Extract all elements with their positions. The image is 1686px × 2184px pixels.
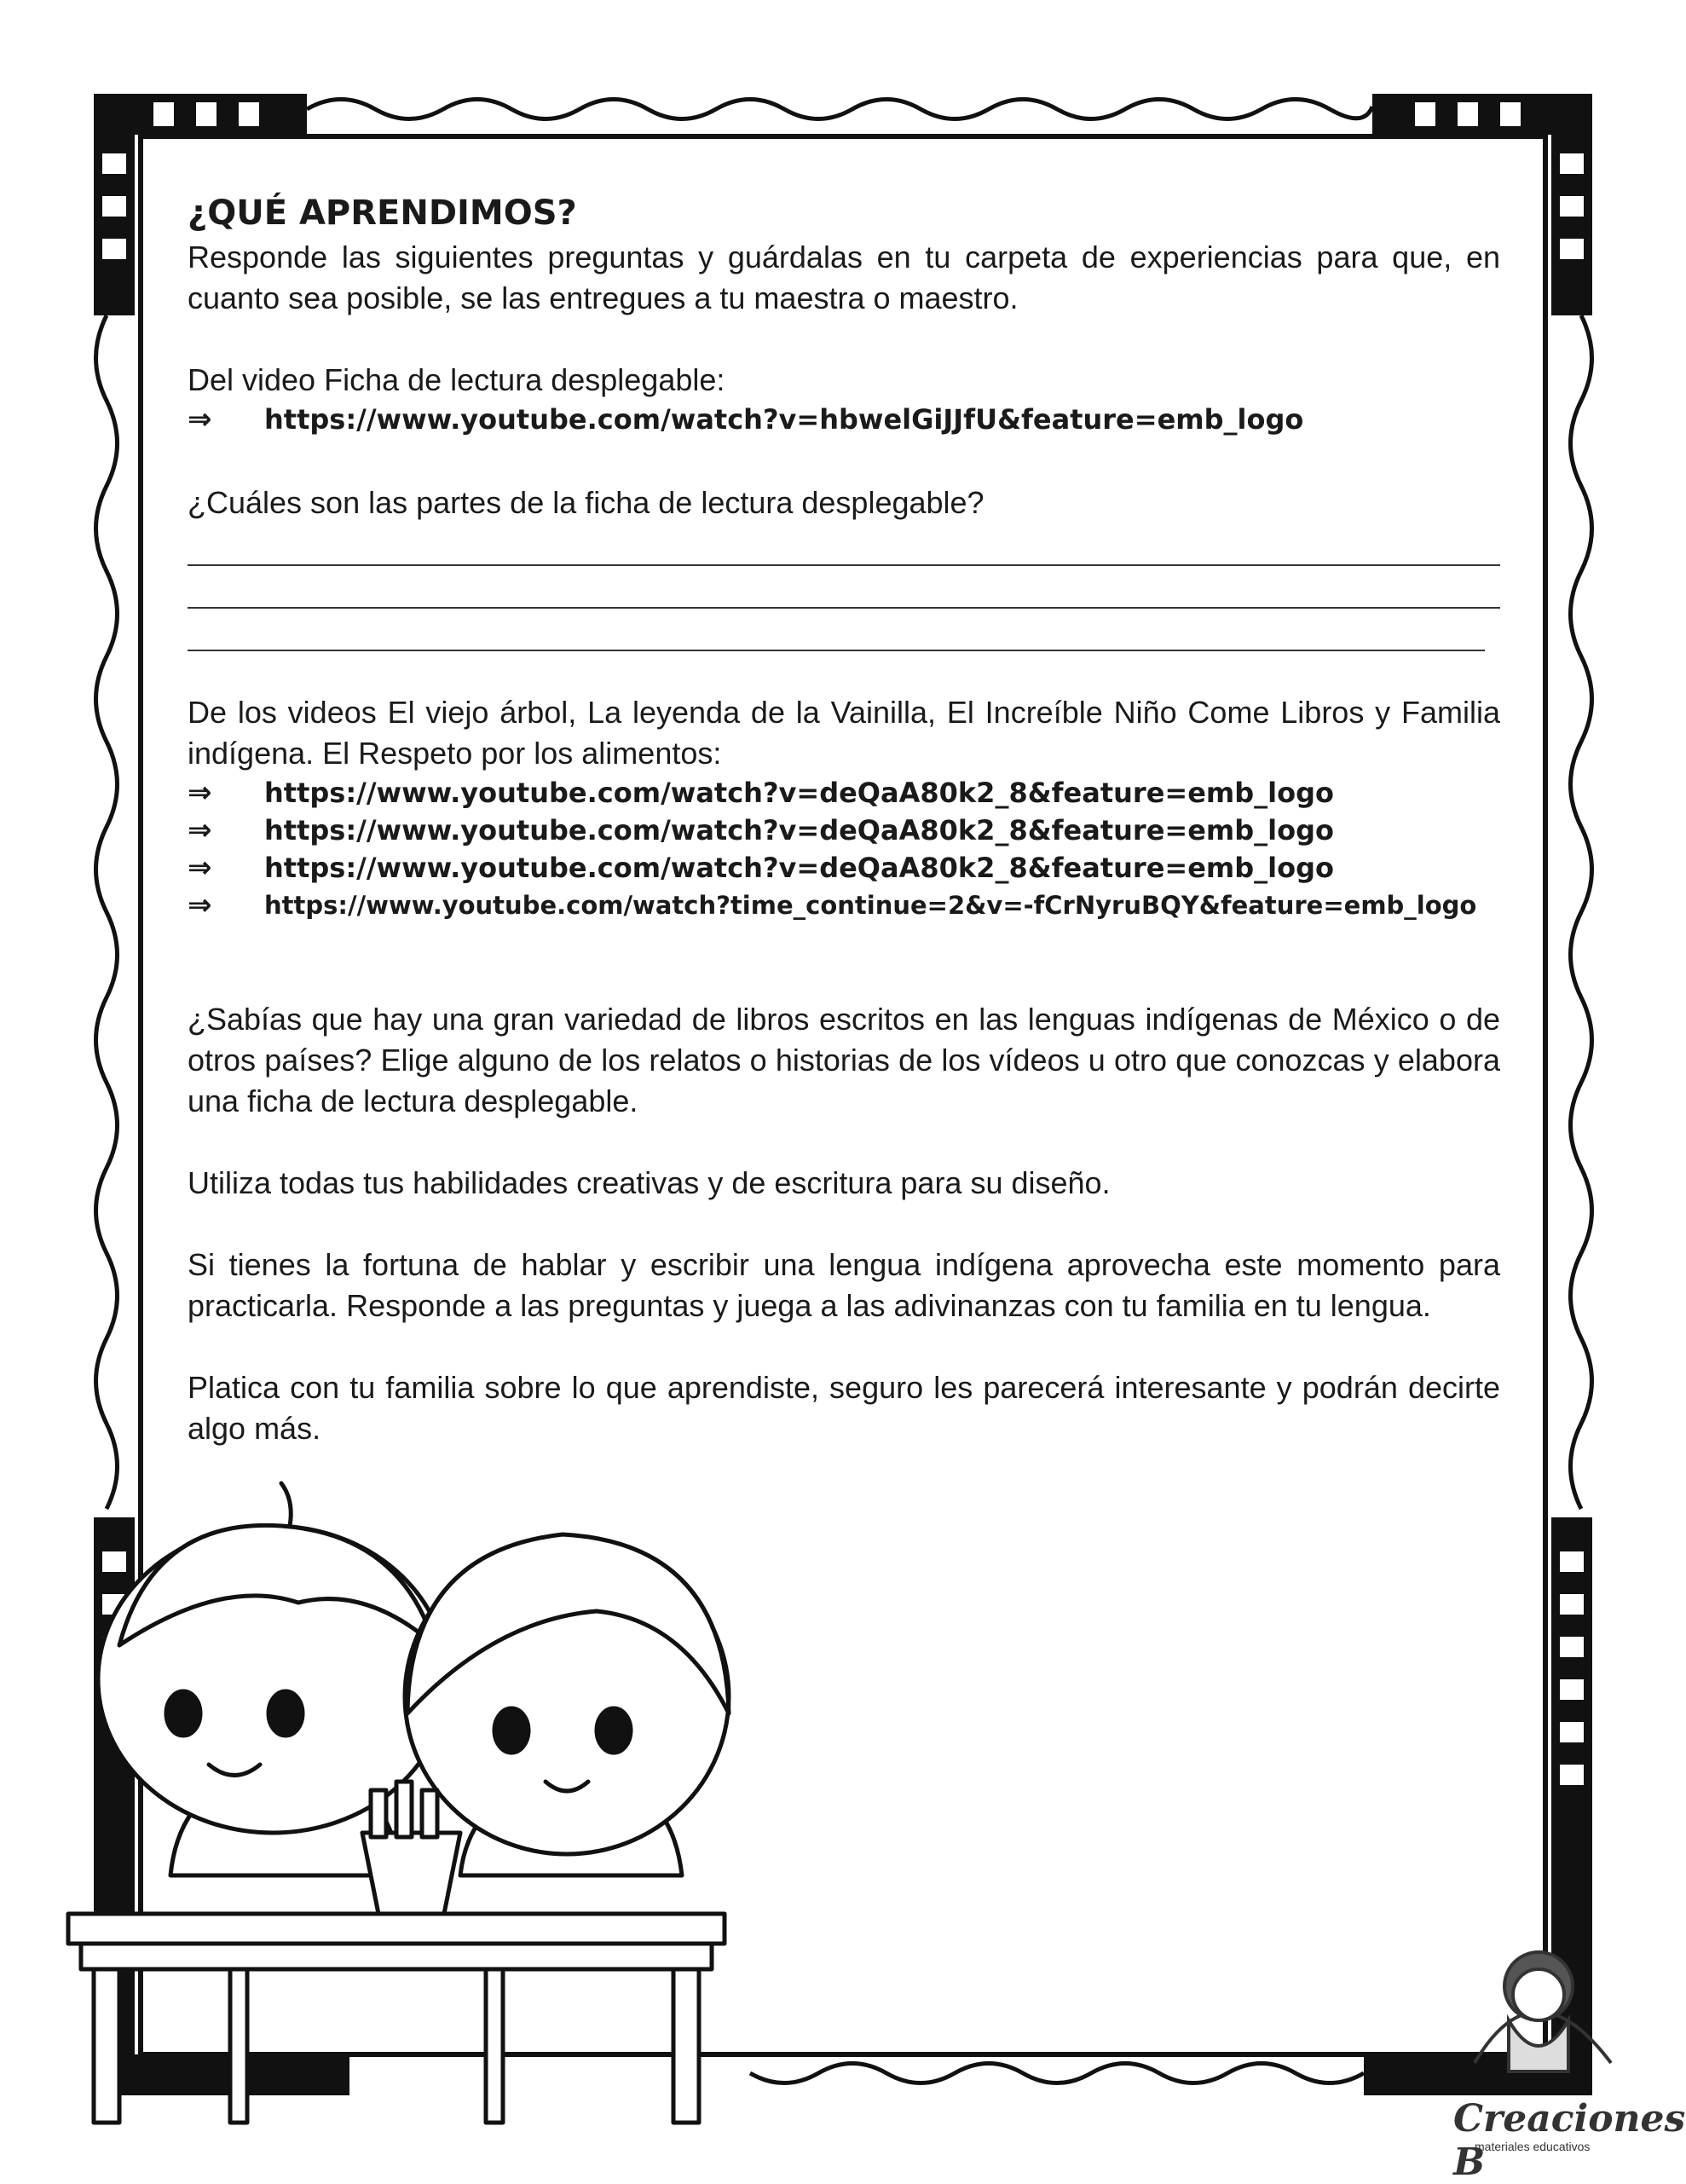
video-link[interactable]: [188, 849, 1500, 887]
worksheet-content: [188, 189, 1500, 1449]
video-link[interactable]: [188, 812, 1500, 849]
video-link-url[interactable]: https://www.youtube.com/watch?v=deQaA80k2_8&feature=emb_logo: [264, 777, 1334, 809]
wavy-border-bottom: [750, 2064, 1364, 2083]
video-link-url[interactable]: https://www.youtube.com/watch?v=deQaA80k2_8&feature=emb_logo: [264, 852, 1334, 884]
video-link[interactable]: [188, 401, 1500, 438]
answer-line[interactable]: [188, 566, 1500, 609]
section2-label: De los videos El viejo árbol, La leyenda de la Vainilla, El Increíble Niño Come Libros y Familia indígena. El Respeto por los alimentos:: [188, 695, 1500, 771]
logo-tagline: materiales educativos: [1475, 2140, 1591, 2153]
wavy-border-left: [96, 315, 118, 1509]
video-link[interactable]: [188, 774, 1500, 812]
section1-label: Del video Ficha de lectura desplegable:: [188, 362, 725, 397]
body-paragraph: Platica con tu familia sobre lo que aprendiste, seguro les parecerá interesante y podrán decirte algo más.: [188, 1370, 1500, 1446]
page-title: ¿QUÉ APRENDIMOS?: [188, 194, 577, 233]
body-paragraph: ¿Sabías que hay una gran variedad de libros escritos en las lenguas indígenas de México o de otros países? Elige alguno de los relatos o historias de los vídeos u otro que conozcas y elabora una ficha de lectura desplegable.: [188, 1002, 1500, 1118]
body-paragraph: Utiliza todas tus habilidades creativas y de escritura para su diseño.: [188, 1165, 1111, 1200]
question-text: ¿Cuáles son las partes de la ficha de lectura desplegable?: [188, 485, 984, 520]
arrow-right-icon: ⇒: [188, 888, 212, 922]
video-link[interactable]: [188, 887, 1500, 924]
body-paragraph: Si tienes la fortuna de hablar y escribir una lengua indígena aprovecha este momento para practicarla. Responde a las preguntas y juega a las adivinanzas con tu familia en tu lengua.: [188, 1247, 1500, 1323]
arrow-right-icon: ⇒: [188, 402, 212, 436]
intro-paragraph: Responde las siguientes preguntas y guárdalas en tu carpeta de experiencias para que, en cuanto sea posible, se las entregues a tu maestra o maestro.: [188, 240, 1500, 315]
wavy-border-right: [1571, 315, 1592, 1509]
video-link-url[interactable]: https://www.youtube.com/watch?time_continue=2&v=-fCrNyruBQY&feature=emb_logo: [264, 891, 1477, 920]
video-link-url[interactable]: https://www.youtube.com/watch?v=hbwelGiJJfU&feature=emb_logo: [264, 403, 1304, 436]
answer-line[interactable]: [188, 523, 1500, 566]
logo-name: Creaciones B: [1453, 2097, 1686, 2184]
children-at-desk-icon: [68, 1483, 729, 2123]
arrow-right-icon: ⇒: [188, 776, 212, 810]
video-link-url[interactable]: https://www.youtube.com/watch?v=deQaA80k2_8&feature=emb_logo: [264, 814, 1334, 846]
wavy-border-top: [307, 100, 1372, 119]
arrow-right-icon: ⇒: [188, 851, 212, 885]
answer-line[interactable]: [188, 609, 1485, 651]
arrow-right-icon: ⇒: [188, 813, 212, 847]
